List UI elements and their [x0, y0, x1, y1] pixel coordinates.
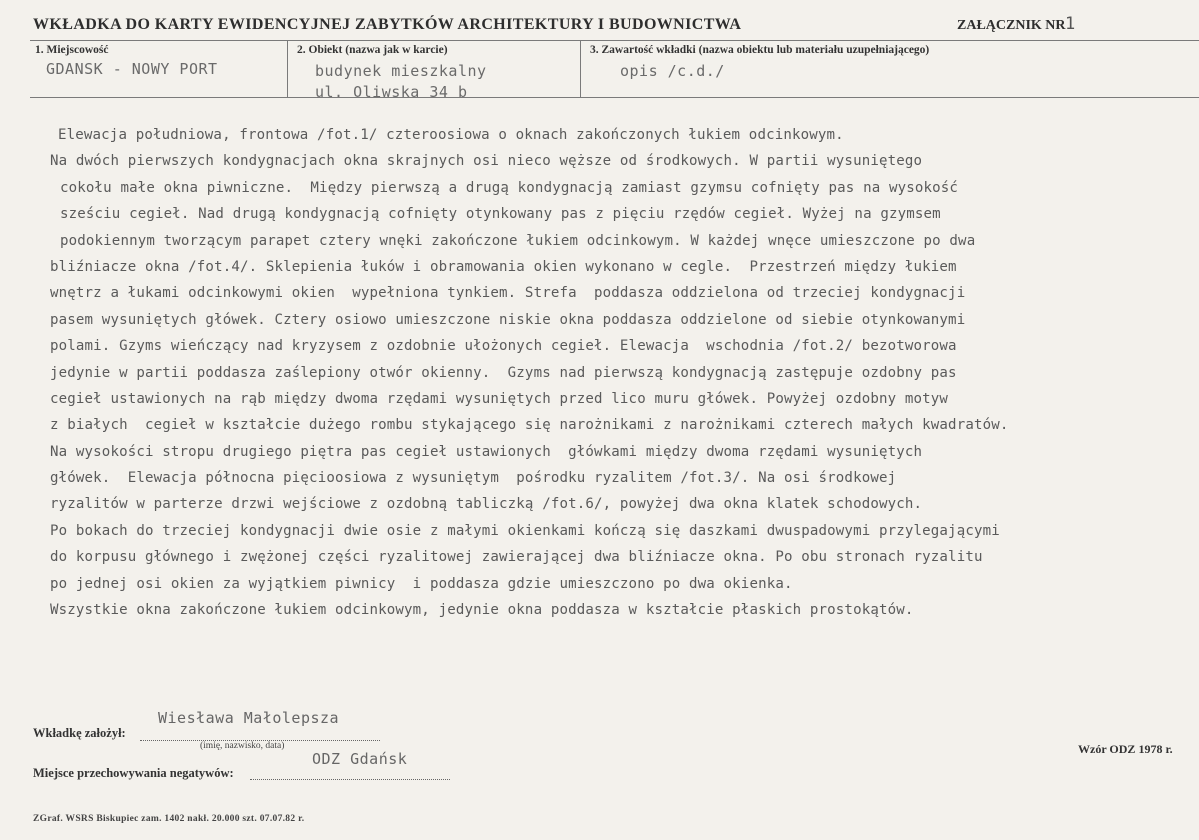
header-bottom-rule [30, 97, 1199, 98]
body-line: Na wysokości stropu drugiego piętra pas cegieł ustawionych główkami między dwoma rzędami wysuniętych [50, 443, 923, 460]
author-hint: (imię, nazwisko, data) [200, 741, 285, 751]
storage-dotted-line [250, 779, 450, 780]
object-label: 2. Obiekt (nazwa jak w karcie) [297, 44, 448, 56]
author-label: Wkładkę założył: [33, 726, 126, 740]
print-info: ZGraf. WSRS Biskupiec zam. 1402 nakł. 20.000 szt. 07.07.82 r. [33, 814, 305, 824]
body-line: podokiennym tworzącym parapet cztery wnęki zakończone łukiem odcinkowym. W każdej wnęce umieszczone po dwa [60, 232, 976, 249]
storage-value: ODZ Gdańsk [312, 750, 408, 768]
body-line: cokołu małe okna piwniczne. Między pierwszą a drugą kondygnacją zamiast gzymsu cofnięty pas na wysokość [60, 179, 959, 196]
body-line: wnętrz a łukami odcinkowymi okien wypełniona tynkiem. Strefa poddasza oddzielona od trzeciej kondygnacji [50, 285, 966, 302]
field-divider-1 [287, 40, 288, 97]
body-line: polami. Gzyms wieńczący nad kryzysem z ozdobnie ułożonych cegieł. Elewacja wschodnia /fot.2/ bezotworowa [50, 338, 957, 355]
locality-value: GDANSK - NOWY PORT [46, 60, 218, 78]
content-label: 3. Zawartość wkładki (nazwa obiektu lub materiału uzupełniającego) [590, 44, 930, 56]
field-divider-2 [580, 40, 581, 97]
attachment-label: ZAŁĄCZNIK NR [957, 18, 1066, 33]
body-line: bliźniacze okna /fot.4/. Sklepienia łuków i obramowania okien wykonano w cegle. Przestrzeń między łukiem [50, 258, 957, 275]
body-line: z białych cegieł w kształcie dużego rombu stykającego się narożnikami z narożnikami czterech małych kwadratów. [50, 417, 1009, 434]
body-line: jedynie w partii poddasza zaślepiony otwór okienny. Gzyms nad pierwszą kondygnacją zastępuje ozdobny pas [50, 364, 957, 381]
body-line: Po bokach do trzeciej kondygnacji dwie osie z małymi okienkami kończą się daszkami dwuspadowymi przylegającymi [50, 522, 1000, 539]
object-value-line-1: budynek mieszkalny [315, 62, 487, 80]
body-line: Na dwóch pierwszych kondygnacjach okna skrajnych osi nieco węższe od środkowych. W partii wysuniętego [50, 153, 923, 170]
body-line: Wszystkie okna zakończone łukiem odcinkowym, jedynie okna poddasza w kształcie płaskich prostokątów. [50, 602, 914, 619]
body-line: cegieł ustawionych na rąb między dwoma rzędami wysuniętych przed lico muru główek. Powyżej ozdobny motyw [50, 390, 949, 407]
author-name: Wiesława Małolepsza [158, 709, 340, 727]
form-model: Wzór ODZ 1978 r. [1078, 742, 1173, 756]
description-body [50, 122, 1190, 623]
header-top-rule [30, 40, 1199, 41]
body-line: po jednej osi okien za wyjątkiem piwnicy i poddasza gdzie umieszczono po dwa okienka. [50, 575, 793, 592]
body-line: główek. Elewacja północna pięcioosiowa z wysuniętym pośrodku ryzalitem /fot.3/. Na osi środkowej [50, 470, 897, 487]
object-value-line-2: ul. Oliwska 34 b [315, 83, 468, 97]
body-line: pasem wysuniętych główek. Cztery osiowo umieszczone niskie okna poddasza oddzielone od siebie otynkowanymi [50, 311, 966, 328]
content-value: opis /c.d./ [620, 62, 725, 80]
body-line: Elewacja południowa, frontowa /fot.1/ czteroosiowa o oknach zakończonych łukiem odcinkowym. [58, 127, 844, 143]
body-line: sześciu cegieł. Nad drugą kondygnacją cofnięty otynkowany pas z pięciu rzędów cegieł. Wyżej na gzymsem [60, 206, 941, 223]
attachment-number: 1 [1065, 14, 1076, 34]
locality-label: 1. Miejscowość [35, 44, 109, 56]
form-title: WKŁADKA DO KARTY EWIDENCYJNEJ ZABYTKÓW ARCHITEKTURY I BUDOWNICTWA [33, 16, 742, 33]
storage-label: Miejsce przechowywania negatywów: [33, 766, 234, 780]
body-line: do korpusu głównego i zwężonej części ryzalitowej zawierającej dwa bliźniacze okna. Po obu stronach ryzalitu [50, 549, 983, 566]
body-line: ryzalitów w parterze drzwi wejściowe z ozdobną tabliczką /fot.6/, powyżej dwa okna klatek schodowych. [50, 496, 923, 513]
